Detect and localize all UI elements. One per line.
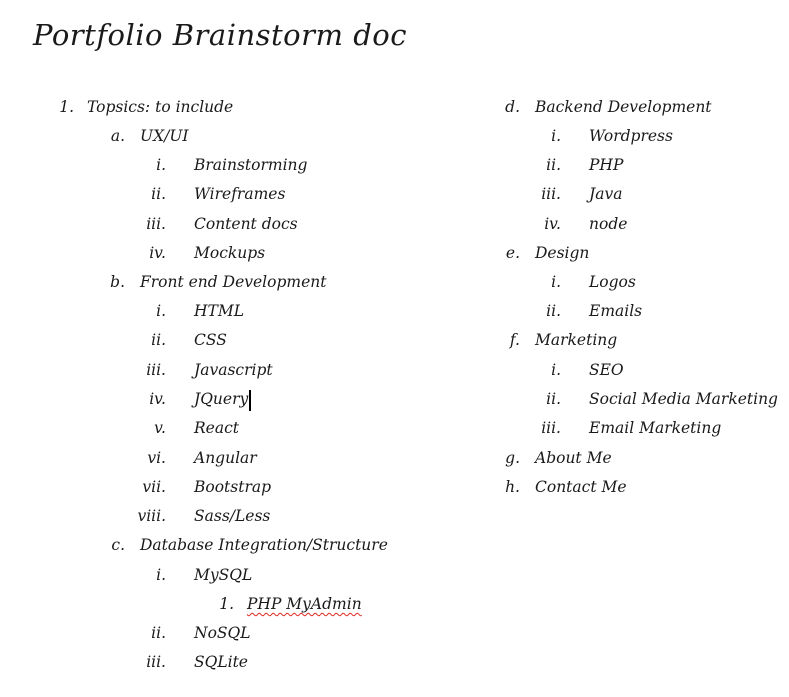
list-number: 1. xyxy=(219,595,234,613)
list-roman: ii. xyxy=(151,331,166,349)
list-item-label[interactable]: Social Media Marketing xyxy=(589,390,778,408)
list-item-label[interactable]: node xyxy=(589,215,628,233)
list-roman: ii. xyxy=(546,390,561,408)
list-item-label[interactable]: Wordpress xyxy=(589,127,673,145)
list-item-label[interactable]: PHP xyxy=(589,156,624,174)
list-roman: iii. xyxy=(541,185,561,203)
list-letter: f. xyxy=(509,331,520,349)
list-roman: iii. xyxy=(146,653,166,671)
list-item-label[interactable]: HTML xyxy=(194,302,245,320)
list-roman: vii. xyxy=(142,478,166,496)
list-roman: v. xyxy=(154,419,166,437)
list-item-label[interactable]: Marketing xyxy=(535,331,618,349)
list-roman: i. xyxy=(551,273,561,291)
list-roman: i. xyxy=(156,156,166,174)
list-item-label[interactable]: SQLite xyxy=(194,653,248,671)
list-item-label[interactable]: UX/UI xyxy=(140,127,189,145)
list-item-label[interactable]: About Me xyxy=(535,449,612,467)
list-roman: ii. xyxy=(546,302,561,320)
list-item-label[interactable]: Content docs xyxy=(194,215,298,233)
list-item-label[interactable]: Database Integration/Structure xyxy=(140,536,388,554)
list-item-label[interactable]: Wireframes xyxy=(194,185,286,203)
list-roman: i. xyxy=(551,127,561,145)
list-roman: iv. xyxy=(149,390,166,408)
list-letter: d. xyxy=(505,98,520,116)
list-letter: g. xyxy=(505,449,520,467)
list-item-label[interactable]: MySQL xyxy=(194,566,253,584)
list-roman: iii. xyxy=(541,419,561,437)
list-item-label[interactable]: Contact Me xyxy=(535,478,627,496)
list-item-label[interactable]: Java xyxy=(589,185,623,203)
list-letter: a. xyxy=(110,127,125,145)
list-item-label[interactable]: NoSQL xyxy=(194,624,251,642)
list-letter: h. xyxy=(505,478,520,496)
list-item-label[interactable]: Topsics: to include xyxy=(87,98,234,116)
list-item-label[interactable]: Brainstorming xyxy=(194,156,308,174)
list-item-label[interactable]: Email Marketing xyxy=(589,419,722,437)
list-item-label[interactable]: Bootstrap xyxy=(194,478,272,496)
list-roman: iii. xyxy=(146,361,166,379)
list-item-label[interactable]: Mockups xyxy=(194,244,266,262)
list-item-label[interactable]: React xyxy=(194,419,239,437)
list-item-label[interactable]: Sass/Less xyxy=(194,507,271,525)
list-roman: iv. xyxy=(544,215,561,233)
document-title[interactable]: Portfolio Brainstorm doc xyxy=(33,18,407,52)
list-letter: c. xyxy=(111,536,125,554)
list-letter: b. xyxy=(110,273,125,291)
list-item-label[interactable]: CSS xyxy=(194,331,227,349)
list-roman: viii. xyxy=(137,507,166,525)
list-roman: i. xyxy=(551,361,561,379)
list-roman: iv. xyxy=(149,244,166,262)
list-item-label[interactable]: JQuery xyxy=(194,390,249,408)
list-number: 1. xyxy=(59,98,74,116)
list-item-label[interactable]: Backend Development xyxy=(535,98,712,116)
list-roman: vi. xyxy=(147,449,166,467)
list-item-label[interactable]: Emails xyxy=(589,302,643,320)
list-item-label[interactable]: PHP MyAdmin xyxy=(247,595,362,613)
list-item-label[interactable]: Front end Development xyxy=(140,273,327,291)
list-item-label-wrap[interactable] xyxy=(194,386,251,412)
list-item-label[interactable]: Angular xyxy=(194,449,257,467)
list-item-label[interactable]: Javascript xyxy=(194,361,273,379)
list-roman: ii. xyxy=(151,624,166,642)
list-roman: ii. xyxy=(151,185,166,203)
list-roman: i. xyxy=(156,302,166,320)
list-roman: iii. xyxy=(146,215,166,233)
list-roman: ii. xyxy=(546,156,561,174)
list-roman: i. xyxy=(156,566,166,584)
list-item-label[interactable]: Logos xyxy=(589,273,636,291)
list-item-label[interactable]: SEO xyxy=(589,361,624,379)
list-item-label[interactable]: Design xyxy=(535,244,590,262)
text-cursor xyxy=(249,390,251,411)
list-letter: e. xyxy=(505,244,520,262)
